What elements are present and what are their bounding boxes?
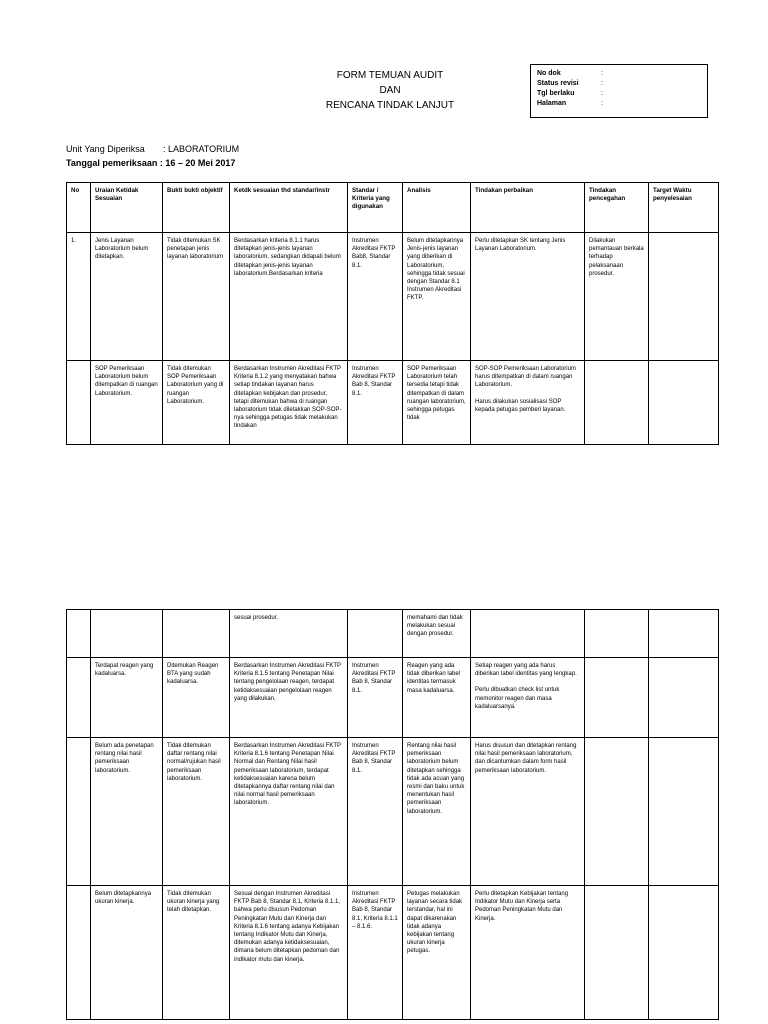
docinfo-row xyxy=(537,69,701,79)
cell-no xyxy=(67,658,91,738)
cell-no xyxy=(67,361,91,445)
cell-pencegahan xyxy=(585,361,649,445)
cell-target xyxy=(649,738,719,886)
unit-label: Unit Yang Diperiksa xyxy=(66,144,145,154)
cell-standar: Instrumen Akreditasi FKTP Bab8, Standar 8.1. xyxy=(348,233,403,361)
cell-pencegahan: Dilakukan pemantauan berkala terhadap pelaksanaan prosedur. xyxy=(585,233,649,361)
cell-uraian xyxy=(91,610,163,658)
cell-target xyxy=(649,658,719,738)
cell-no: 1. xyxy=(67,233,91,361)
cell-ketdk: Berdasarkan Instrumen Akreditasi FKTP Kriteria 8.1.6 tentang Penetapan Nilai Normal dan Rentang Nilai hasil pemeriksaan laboratorium, terdapat ketidaksesuaian karena belum ditetapkannya daftar rentang nilai dan nilai normal hasil pemeriksaan laboratorium. xyxy=(230,738,348,886)
table-row xyxy=(67,610,719,658)
cell-analisis: Petugas melakukan layanan secara tidak terstandar, hal ini dapat dikarenakan tidak adanya kebijakan tentang ukuran kinerja petugas. xyxy=(403,886,471,1020)
header-no: No xyxy=(67,183,91,233)
header-uraian: Uraian Ketidak Sesuaian xyxy=(91,183,163,233)
cell-pencegahan xyxy=(585,658,649,738)
docinfo-label: Tgl berlaku xyxy=(537,90,575,97)
cell-uraian: Jenis Layanan Laboratorium belum ditetapkan. xyxy=(91,233,163,361)
docinfo-colon: : xyxy=(601,80,603,87)
cell-ketdk: Sesuai dengan Instrumen Akreditasi FKTP Bab 8, Standar 8.1, Kriteria 8.1.1, bahwa perlu disusun Pedoman Peningkatan Mutu dan Kinerja dan Kriteria 8.1.6 tentang adanya Kebijakan tentang Indikator Mutu dan Kinerja, ditemukan adanya ketidaksesuaian, dimana belum ditetapkan pedoman dan indikator mutu dan kinerja. xyxy=(230,886,348,1020)
cell-bukti: Tidak ditemukan SK penetapan jenis layanan laboratorium xyxy=(163,233,230,361)
cell-pencegahan xyxy=(585,738,649,886)
audit-table-page-2 xyxy=(66,609,719,1020)
table-row xyxy=(67,658,719,738)
cell-standar: Instrumen Akreditasi FKTP Bab 8, Standar 8.1, Kriteria 8.1.1 – 8.1.6. xyxy=(348,886,403,1020)
header-ketdk: Ketdk sesuaian thd standar/instr xyxy=(230,183,348,233)
cell-perbaikan xyxy=(471,361,585,445)
cell-bukti: Tidak ditemukan daftar rentang nilai normal/rujukan hasil pemeriksaan laboratorium. xyxy=(163,738,230,886)
cell-standar: Instrumen Akreditasi FKTP Bab 8, Standar 8.1. xyxy=(348,658,403,738)
cell-analisis: Belum ditetapkannya Jenis-jenis layanan yang diberikan di Laboratorium, sehingga tidak sesuai dengan Standar 8.1 Instrumen Akreditasi FKTP. xyxy=(403,233,471,361)
cell-target xyxy=(649,886,719,1020)
title-line-3: RENCANA TINDAK LANJUT xyxy=(325,100,455,111)
perbaikan-paragraph: Harus disusun dan ditetapkan rentang nilai hasil pemeriksaan laboratorium, dan dicantumkan dalam form hasil pemeriksaan laboratorium. xyxy=(475,743,577,774)
cell-analisis: Rentang nilai hasil pemeriksaan laboratorium belum ditetapkan sehingga tidak ada acuan yang resmi dan baku untuk menentukan hasil pemeriksaan laboratorium. xyxy=(403,738,471,886)
docinfo-colon: : xyxy=(601,70,603,77)
table-row xyxy=(67,886,719,1020)
cell-analisis: memahami dan tidak melakukan sesuai dengan prosedur. xyxy=(403,610,471,658)
perbaikan-paragraph: Setiap reagen yang ada harus diberikan label identitas yang lengkap. xyxy=(475,663,577,678)
docinfo-label: Status revisi xyxy=(537,80,579,87)
header-pencegahan: Tindakan pencegahan xyxy=(585,183,649,233)
cell-uraian: Belum ada penetapan rentang nilai hasil pemeriksaan laboratorium. xyxy=(91,738,163,886)
perbaikan-paragraph: Perlu ditetapkan SK tentang Jenis Layanan Laboratorium. xyxy=(475,238,566,253)
docinfo-colon: : xyxy=(601,90,603,97)
cell-target xyxy=(649,610,719,658)
cell-no xyxy=(67,738,91,886)
cell-perbaikan xyxy=(471,886,585,1020)
audit-table-page-1 xyxy=(66,182,719,445)
cell-uraian: Belum ditetapkannya ukuran kinerja. xyxy=(91,886,163,1020)
cell-ketdk: Berdasarkan Instrumen Akreditasi FKTP Kriteria 8.1.5 tentang Penetapan Nilai tentang pengelolaan reagen, terdapat ketidaksesuaian pengelolaan reagen yang dilakukan. xyxy=(230,658,348,738)
document-info-box xyxy=(530,64,708,118)
table-row xyxy=(67,738,719,886)
unit-line xyxy=(66,142,239,156)
cell-no xyxy=(67,886,91,1020)
docinfo-label: Halaman xyxy=(537,100,567,107)
cell-analisis: SOP Pemeriksaan Laboratorium telah tersedia tetapi tidak ditempatkan di dalam ruangan laboratorium, sehingga petugas tidak xyxy=(403,361,471,445)
cell-bukti xyxy=(163,610,230,658)
cell-ketdk: Berdasarkan Instrumen Akreditasi FKTP Kriteria 8.1.2 yang menyatakan bahwa setiap tindakan layanan harus ditetapkan kebijakan dan prosedur, tetapi ditemukan bahwa di ruangan laboratorium tidak diletakkan SOP-SOP-nya sehingga petugas tidak melakukan tindakan xyxy=(230,361,348,445)
unit-value: : LABORATORIUM xyxy=(163,144,240,154)
cell-target xyxy=(649,361,719,445)
cell-perbaikan xyxy=(471,658,585,738)
cell-bukti: Ditemukan Reagen BTA yang sudah kadaluarsa. xyxy=(163,658,230,738)
header-perbaikan: Tindakan perbaikan xyxy=(471,183,585,233)
cell-pencegahan xyxy=(585,610,649,658)
docinfo-row xyxy=(537,89,701,99)
cell-perbaikan xyxy=(471,610,585,658)
table-row xyxy=(67,361,719,445)
cell-uraian: SOP Pemeriksaan Laboratorium belum ditempatkan di ruangan Laboratorium. xyxy=(91,361,163,445)
cell-target xyxy=(649,233,719,361)
date-line: Tanggal pemeriksaan : 16 – 20 Mei 2017 xyxy=(66,158,236,168)
header-standar: Standar / Kriteria yang digunakan xyxy=(348,183,403,233)
cell-standar: Instrumen Akreditasi FKTP Bab 8, Standar 8.1. xyxy=(348,738,403,886)
table-header-row xyxy=(67,183,719,233)
header-bukti: Bukti bukti objektif xyxy=(163,183,230,233)
cell-ketdk: sesuai prosedur. xyxy=(230,610,348,658)
perbaikan-paragraph: Perlu ditetapkan Kebijakan tentang Indikator Mutu dan Kinerja serta Pedoman Peningkatan Mutu dan Kinerja. xyxy=(475,891,569,922)
form-title xyxy=(260,68,520,113)
cell-perbaikan xyxy=(471,233,585,361)
header-analisis: Analisis xyxy=(403,183,471,233)
cell-uraian: Terdapat reagen yang kadaluarsa. xyxy=(91,658,163,738)
cell-bukti: Tidak ditemukan ukuran kinerja yang telah ditetapkan. xyxy=(163,886,230,1020)
cell-standar: Instrumen Akreditasi FKTP Bab 8, Standar 8.1. xyxy=(348,361,403,445)
perbaikan-paragraph: Harus dilakukan sosialisasi SOP kepada petugas pemberi layanan. xyxy=(475,398,566,413)
cell-pencegahan xyxy=(585,886,649,1020)
title-line-2: DAN xyxy=(379,85,401,96)
cell-standar xyxy=(348,610,403,658)
docinfo-row xyxy=(537,99,701,109)
docinfo-row xyxy=(537,79,701,89)
cell-analisis: Reagen yang ada tidak diberikan label identitas termasuk masa kadaluarsa. xyxy=(403,658,471,738)
docinfo-colon: : xyxy=(601,100,603,107)
perbaikan-paragraph: Perlu dibuatkan check list untuk memonitor reagen dan masa kadaluarsanya. xyxy=(475,687,560,710)
cell-no xyxy=(67,610,91,658)
title-line-1: FORM TEMUAN AUDIT xyxy=(336,70,444,81)
table-row xyxy=(67,233,719,361)
docinfo-label: No dok xyxy=(537,70,561,77)
cell-perbaikan xyxy=(471,738,585,886)
perbaikan-paragraph: SOP-SOP Pemeriksaan Laboratorium harus ditempatkan di dalam ruangan Laboratorium. xyxy=(475,366,576,389)
audit-meta xyxy=(66,142,239,170)
header-target: Target Waktu penyelesaian xyxy=(649,183,719,233)
cell-bukti: Tidak ditemukan SOP Pemeriksaan Laboratorium yang di ruangan Laboratorium. xyxy=(163,361,230,445)
cell-ketdk: Berdasarkan kriteria 8.1.1 harus ditetapkan jenis-jenis layanan laboratorium, sedangkan didapati belum ditetapkan jenis-jenis layanan laboratorium.Berdasarkan kriteria xyxy=(230,233,348,361)
